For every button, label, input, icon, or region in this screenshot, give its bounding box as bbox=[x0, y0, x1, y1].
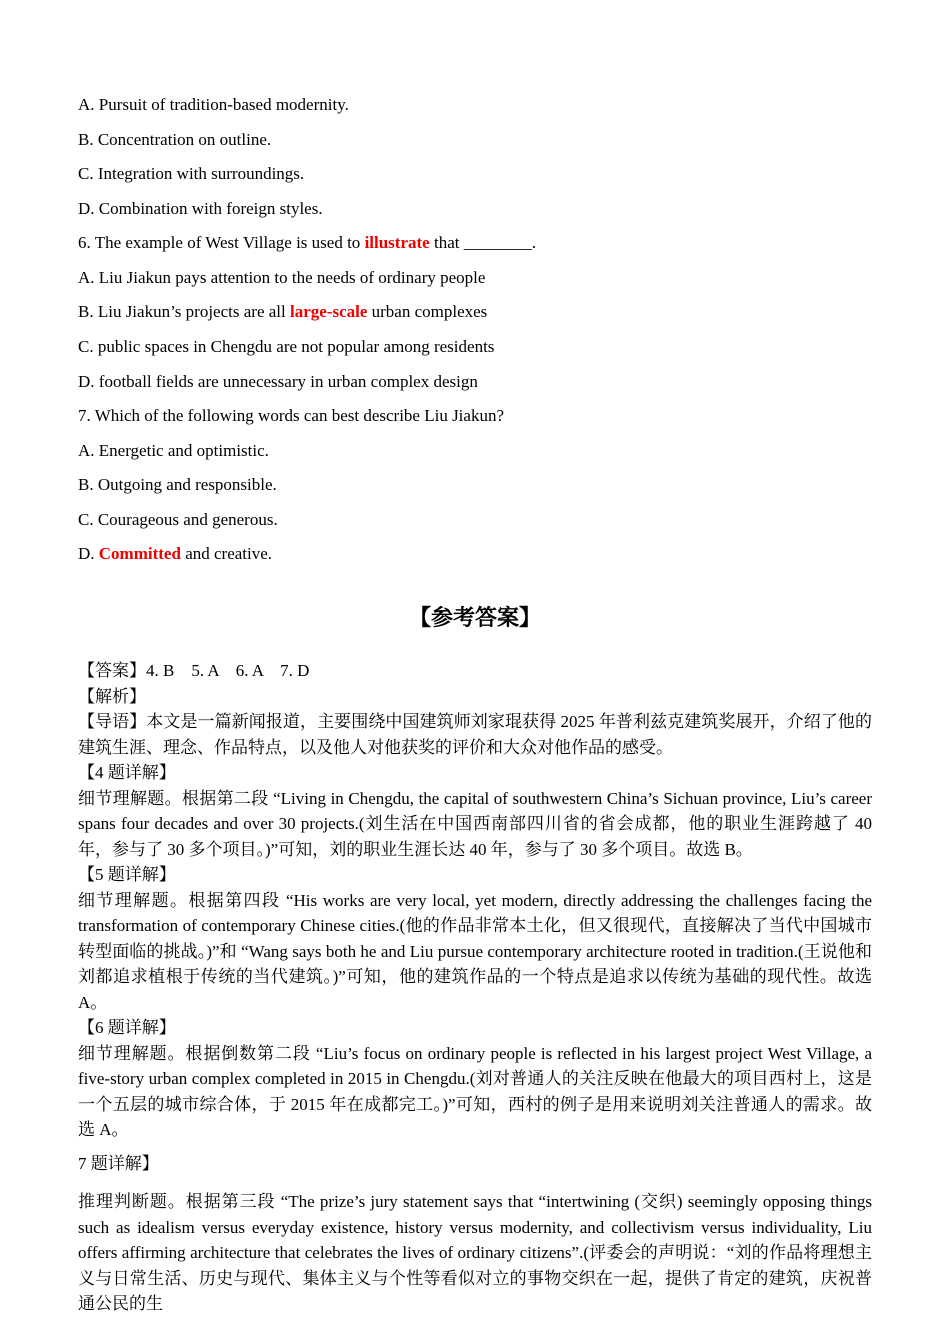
question-line bbox=[78, 475, 872, 496]
explanation-heading: 【5 题详解】 bbox=[78, 865, 176, 885]
explanation-heading: 【6 题详解】 bbox=[78, 1018, 176, 1038]
question-text: B. Concentration on outline. bbox=[78, 129, 272, 149]
question-text: 6. The example of West Village is used to bbox=[78, 233, 365, 253]
explanation-body: 细节理解题。根据第四段 “His works are very local, yet modern, directly addressing the challenges facing the transformation of contemporary Chinese cities.(他的作品非常本土化，但又很现代，直接解决了当代中国城市转型面临的挑战。)”和 “Wang says both he and Liu pursue contemporary architecture rooted in tradition.(王说他和刘都追求植根于传统的当代建筑。)”可知，他的建筑作品的一个特点是追求以传统为基础的现代性。故选 A。 bbox=[78, 890, 872, 1012]
highlighted-keyword: illustrate bbox=[364, 233, 430, 253]
question-text: D. Combination with foreign styles. bbox=[78, 198, 323, 218]
answer-key-heading: 【参考答案】 bbox=[408, 604, 541, 630]
question-text: D. football fields are unnecessary in urban complex design bbox=[78, 371, 478, 391]
explanation-body: 推理判断题。根据第三段 “The prize’s jury statement says that “intertwining (交织) seemingly opposing things such as idealism versus everyday existence, history versus modernity, and collectivism versus individuality, Liu offers affirming architecture that celebrates the lives of ordinary citizens”.(评委会的声明说：“刘的作品将理想主义与日常生活、历史与现代、集体主义与个性等看似对立的事物交织在一起，提供了肯定的建筑，庆祝普通公民的生 bbox=[78, 1192, 872, 1314]
explanation-heading: 【4 题详解】 bbox=[78, 763, 176, 783]
explanation-body: 细节理解题。根据倒数第二段 “Liu’s focus on ordinary people is reflected in his largest project West Village, a five-story urban complex completed in 2015 in Chengdu.(刘对普通人的关注反映在他最大的项目西村上，这是一个五层的城市综合体，于 2015 年在成都完工。)”可知，西村的例子是用来说明刘关注普通人的需求。故选 A。 bbox=[78, 1043, 872, 1140]
highlighted-keyword: large-scale bbox=[289, 302, 368, 322]
question-text: urban complexes bbox=[367, 302, 488, 322]
question-line bbox=[78, 510, 872, 531]
question-text: 7. Which of the following words can best describe Liu Jiakun? bbox=[78, 406, 504, 426]
answers-line: 【答案】4. B 5. A 6. A 7. D bbox=[78, 661, 310, 681]
question-text: D. bbox=[78, 544, 99, 564]
question-text: and creative. bbox=[180, 544, 273, 564]
analysis-label: 【解析】 bbox=[78, 686, 146, 706]
question-section bbox=[78, 95, 872, 565]
question-text: C. Integration with surroundings. bbox=[78, 164, 305, 184]
explanation-heading: 7 题详解】 bbox=[78, 1153, 159, 1173]
question-text: A. Energetic and optimistic. bbox=[78, 440, 269, 460]
question-line bbox=[78, 406, 872, 427]
explanations-list bbox=[78, 760, 872, 1317]
question-line bbox=[78, 544, 872, 565]
question-line bbox=[78, 233, 872, 254]
question-line bbox=[78, 302, 872, 323]
question-line bbox=[78, 268, 872, 289]
question-text: A. Liu Jiakun pays attention to the needs of ordinary people bbox=[78, 267, 486, 287]
highlighted-keyword: Committed bbox=[98, 544, 181, 564]
introduction-note: 【导语】本文是一篇新闻报道，主要围绕中国建筑师刘家琨获得 2025 年普利兹克建筑奖展开，介绍了他的建筑生涯、理念、作品特点，以及他人对他获奖的评价和大众对他作品的感受。 bbox=[78, 712, 872, 757]
question-line bbox=[78, 164, 872, 185]
question-text: that ________. bbox=[429, 233, 536, 253]
question-line bbox=[78, 130, 872, 151]
question-line bbox=[78, 372, 872, 393]
question-text: C. public spaces in Chengdu are not popular among residents bbox=[78, 336, 495, 356]
question-text: A. Pursuit of tradition-based modernity. bbox=[78, 95, 349, 114]
question-line bbox=[78, 95, 872, 116]
answer-section bbox=[78, 658, 872, 1317]
question-text: B. Liu Jiakun’s projects are all bbox=[78, 302, 290, 322]
explanation-body: 细节理解题。根据第二段 “Living in Chengdu, the capital of southwestern China’s Sichuan province, Liu’s career spans four decades and over 30 projects.(刘生活在中国西南部四川省的省会成都，他的职业生涯跨越了 40 年，参与了 30 多个项目。)”可知，刘的职业生涯长达 40 年，参与了 30 多个项目。故选 B。 bbox=[78, 788, 872, 859]
question-line bbox=[78, 337, 872, 358]
question-line bbox=[78, 199, 872, 220]
question-text: C. Courageous and generous. bbox=[78, 509, 278, 529]
question-line bbox=[78, 441, 872, 462]
question-text: B. Outgoing and responsible. bbox=[78, 475, 277, 495]
